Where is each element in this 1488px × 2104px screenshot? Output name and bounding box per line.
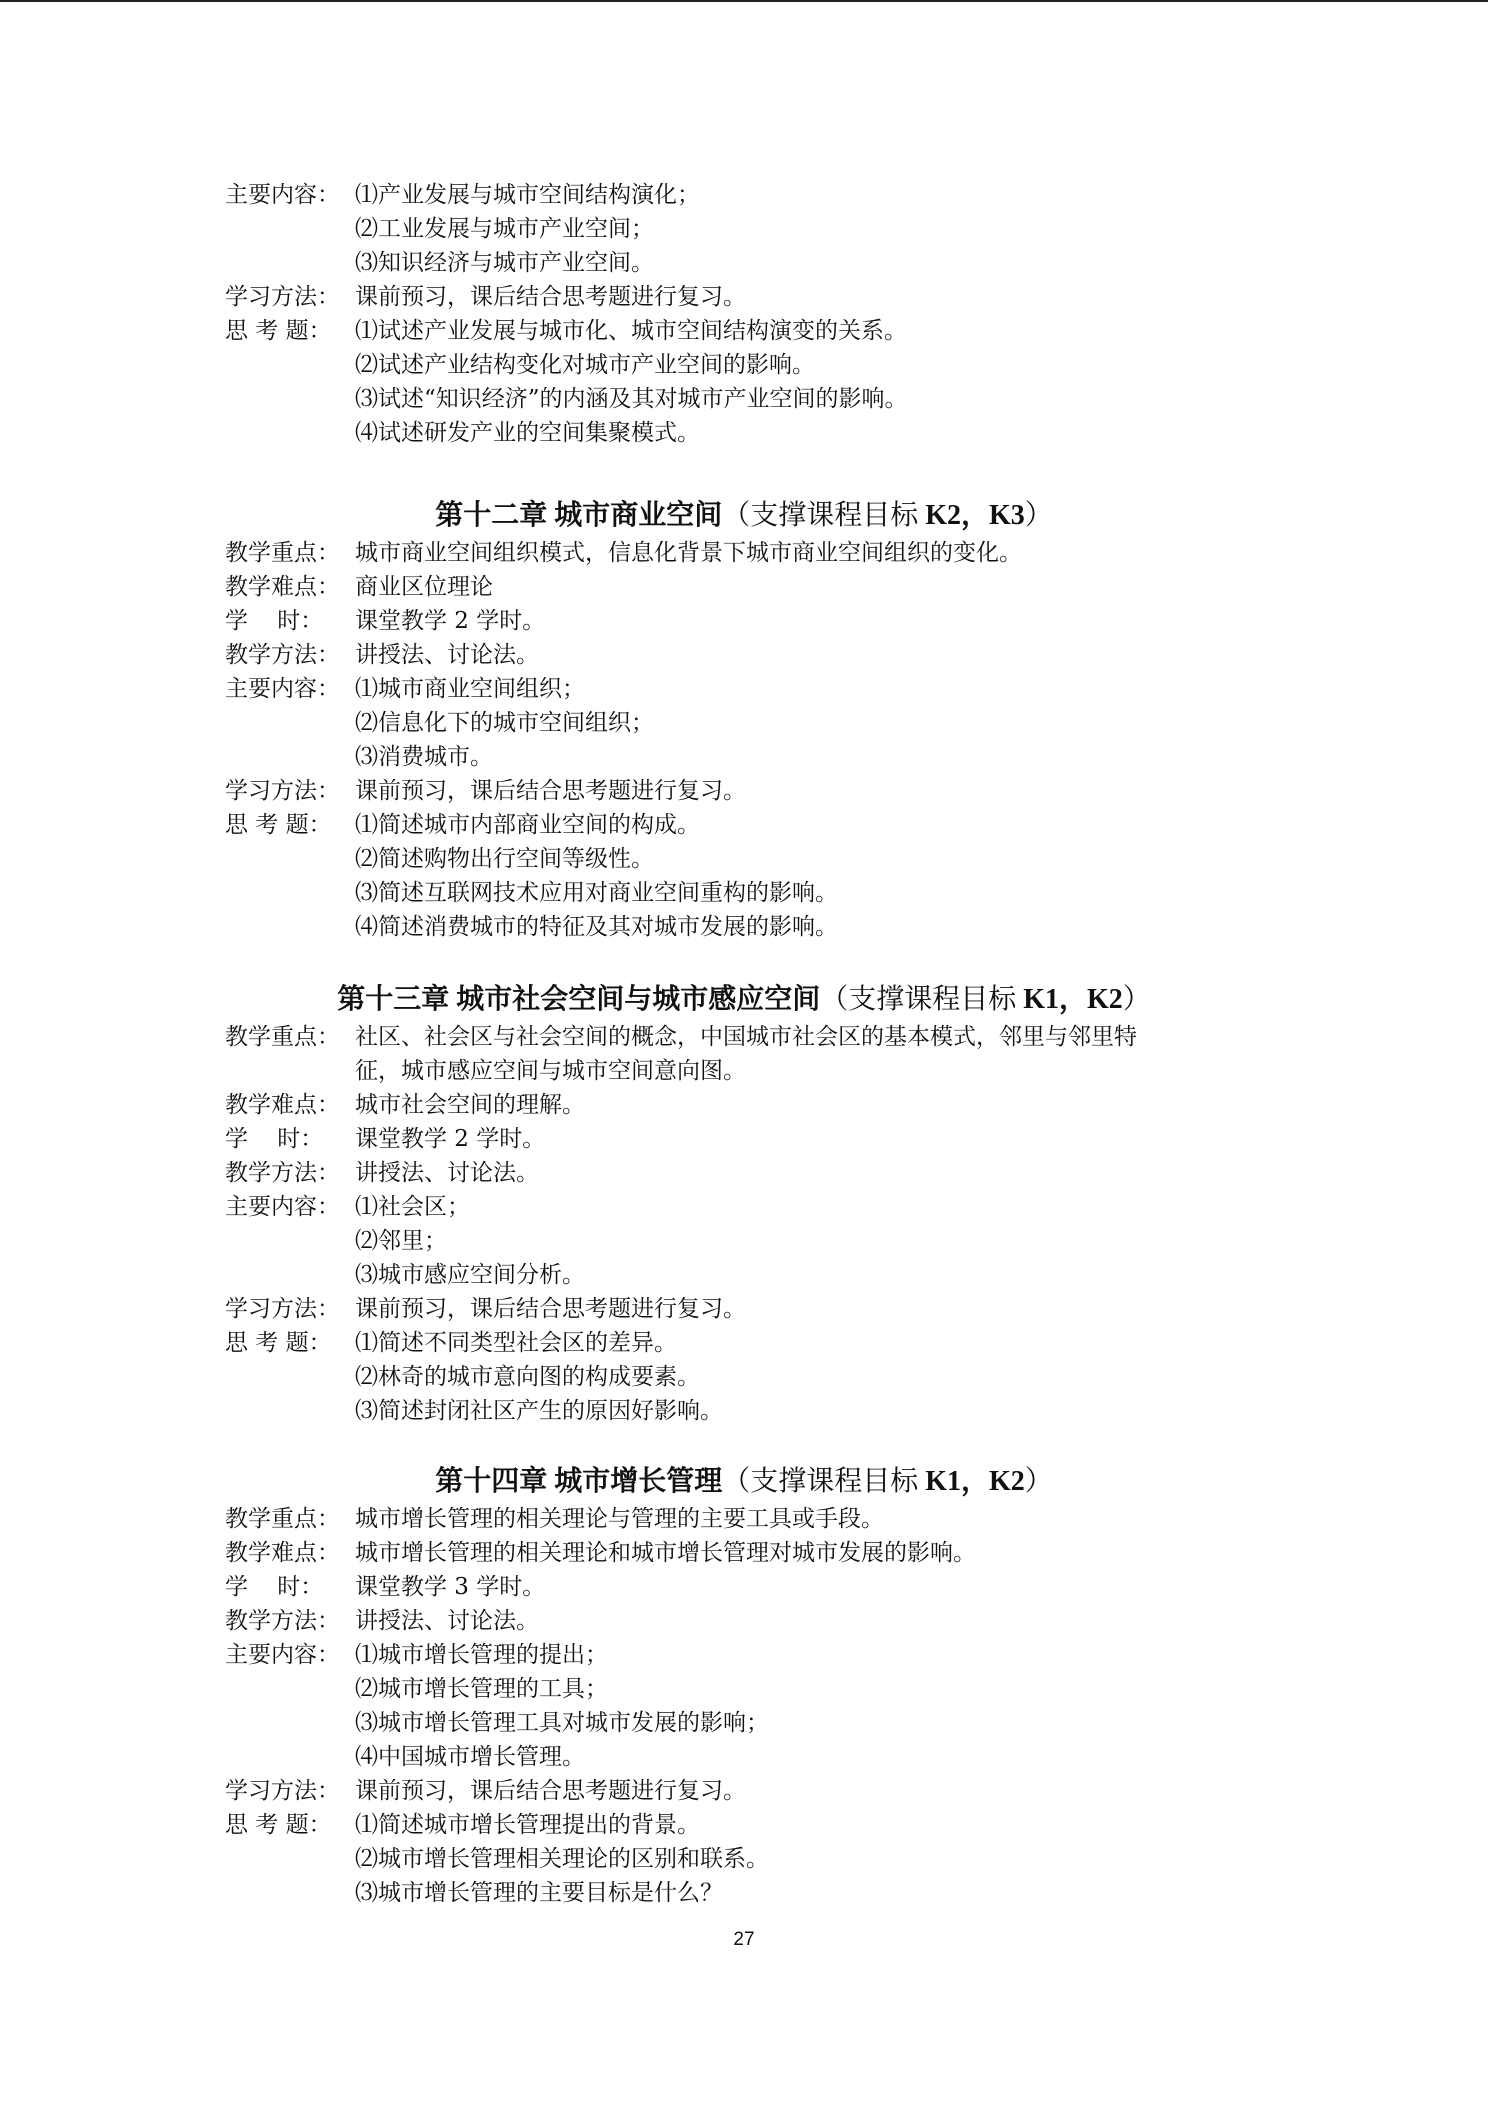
- questions-row: [225, 316, 907, 346]
- list-item: ⑴城市增长管理的提出；: [355, 1642, 608, 1668]
- hours-row: [225, 1572, 545, 1602]
- text: 城市商业空间组织模式，信息化背景下城市商业空间组织的变化。: [355, 540, 1022, 566]
- teaching-method-row: [225, 1606, 539, 1636]
- label: 教学重点：: [225, 540, 340, 566]
- questions-row: [225, 810, 700, 840]
- label: 教学方法：: [225, 1608, 340, 1634]
- label: 教学方法：: [225, 642, 340, 668]
- label: 学 时：: [225, 1126, 324, 1152]
- text: 讲授法、讨论法。: [355, 642, 539, 668]
- chapter-subtitle: （支撑课程目标: [722, 500, 926, 531]
- label: 思 考 题：: [225, 1812, 332, 1838]
- label: 教学难点：: [225, 1092, 340, 1118]
- text-continuation: 征，城市感应空间与城市空间意向图。: [355, 1058, 746, 1084]
- text: 商业区位理论: [355, 574, 493, 600]
- label: 主要内容：: [225, 676, 340, 702]
- chapter-12-heading: [0, 498, 1488, 534]
- list-item: ⑶消费城市。: [355, 744, 493, 770]
- label: 主要内容：: [225, 182, 340, 208]
- main-content-row: [225, 1640, 608, 1670]
- top-border-line: [0, 0, 1488, 2]
- list-item: ⑷中国城市增长管理。: [355, 1744, 585, 1770]
- list-item: ⑵试述产业结构变化对城市产业空间的影响。: [355, 352, 815, 378]
- text: 课堂教学 2 学时。: [355, 608, 546, 634]
- chapter-subtitle-close: ）: [1024, 500, 1053, 531]
- label: 教学重点：: [225, 1024, 340, 1050]
- label: 学习方法：: [225, 1296, 340, 1322]
- text: 课堂教学 2 学时。: [355, 1126, 546, 1152]
- text: 社区、社会区与社会空间的概念，中国城市社会区的基本模式，邻里与邻里特: [355, 1024, 1137, 1050]
- label: 思 考 题：: [225, 812, 332, 838]
- list-item: ⑵邻里；: [355, 1228, 447, 1254]
- text: 课前预习，课后结合思考题进行复习。: [355, 778, 746, 804]
- questions-row: [225, 1328, 677, 1358]
- label: 主要内容：: [225, 1642, 340, 1668]
- list-item: ⑴城市商业空间组织；: [355, 676, 585, 702]
- page-number: 27: [733, 1929, 755, 1950]
- chapter-target-tag: K2，K3: [925, 500, 1025, 531]
- text: 课前预习，课后结合思考题进行复习。: [355, 284, 746, 310]
- teaching-method-row: [225, 640, 539, 670]
- chapter-title: 第十三章 城市社会空间与城市感应空间: [337, 984, 821, 1015]
- text: 城市增长管理的相关理论与管理的主要工具或手段。: [355, 1506, 884, 1532]
- text: 讲授法、讨论法。: [355, 1160, 539, 1186]
- text: 课前预习，课后结合思考题进行复习。: [355, 1296, 746, 1322]
- list-item: ⑵城市增长管理相关理论的区别和联系。: [355, 1846, 769, 1872]
- label: 思 考 题：: [225, 318, 332, 344]
- text: 讲授法、讨论法。: [355, 1608, 539, 1634]
- list-item: ⑵简述购物出行空间等级性。: [355, 846, 654, 872]
- chapter-title: 第十四章 城市增长管理: [435, 1466, 723, 1497]
- text: 城市增长管理的相关理论和城市增长管理对城市发展的影响。: [355, 1540, 976, 1566]
- list-item: ⑴社会区；: [355, 1194, 470, 1220]
- list-item: ⑶知识经济与城市产业空间。: [355, 250, 654, 276]
- difficulty-row: [225, 1090, 585, 1120]
- label: 教学难点：: [225, 1540, 340, 1566]
- list-item: ⑴试述产业发展与城市化、城市空间结构演变的关系。: [355, 318, 907, 344]
- hours-row: [225, 606, 545, 636]
- list-item: ⑶简述封闭社区产生的原因好影响。: [355, 1398, 723, 1424]
- study-method-row: [225, 1776, 746, 1806]
- list-item: ⑶城市增长管理的主要目标是什么？: [355, 1880, 723, 1906]
- label: 教学重点：: [225, 1506, 340, 1532]
- main-content-row: [225, 180, 700, 210]
- list-item: ⑶城市感应空间分析。: [355, 1262, 585, 1288]
- label: 学习方法：: [225, 778, 340, 804]
- label: 教学难点：: [225, 574, 340, 600]
- list-item: ⑴简述城市内部商业空间的构成。: [355, 812, 700, 838]
- chapter-target-tag: K1，K2: [925, 1466, 1025, 1497]
- list-item: ⑶简述互联网技术应用对商业空间重构的影响。: [355, 880, 838, 906]
- list-item: ⑵林奇的城市意向图的构成要素。: [355, 1364, 700, 1390]
- list-item: ⑶城市增长管理工具对城市发展的影响；: [355, 1710, 769, 1736]
- teaching-method-row: [225, 1158, 539, 1188]
- difficulty-row: [225, 1538, 976, 1568]
- chapter-subtitle: （支撑课程目标: [722, 1466, 926, 1497]
- chapter-14-heading: [0, 1464, 1488, 1500]
- main-content-row: [225, 1192, 470, 1222]
- label: 学 时：: [225, 608, 324, 634]
- study-method-row: [225, 776, 746, 806]
- difficulty-row: [225, 572, 493, 602]
- chapter-title: 第十二章 城市商业空间: [435, 500, 723, 531]
- text: 课堂教学 3 学时。: [355, 1574, 546, 1600]
- chapter-target-tag: K1，K2: [1023, 984, 1123, 1015]
- label: 教学方法：: [225, 1160, 340, 1186]
- list-item: ⑵工业发展与城市产业空间；: [355, 216, 654, 242]
- list-item: ⑵信息化下的城市空间组织；: [355, 710, 654, 736]
- study-method-row: [225, 282, 746, 312]
- label: 学习方法：: [225, 284, 340, 310]
- label: 思 考 题：: [225, 1330, 332, 1356]
- list-item: ⑶试述“知识经济”的内涵及其对城市产业空间的影响。: [355, 386, 908, 412]
- list-item: ⑵城市增长管理的工具；: [355, 1676, 608, 1702]
- list-item: ⑴简述城市增长管理提出的背景。: [355, 1812, 700, 1838]
- main-content-row: [225, 674, 585, 704]
- list-item: ⑴产业发展与城市空间结构演化；: [355, 182, 700, 208]
- label: 学 时：: [225, 1574, 324, 1600]
- key-points-row: [225, 538, 1022, 568]
- questions-row: [225, 1810, 700, 1840]
- text: 城市社会空间的理解。: [355, 1092, 585, 1118]
- hours-row: [225, 1124, 545, 1154]
- chapter-subtitle-close: ）: [1122, 984, 1151, 1015]
- study-method-row: [225, 1294, 746, 1324]
- key-points-row: [225, 1022, 1137, 1052]
- list-item: ⑷试述研发产业的空间集聚模式。: [355, 420, 700, 446]
- text: 课前预习，课后结合思考题进行复习。: [355, 1778, 746, 1804]
- list-item: ⑷简述消费城市的特征及其对城市发展的影响。: [355, 914, 838, 940]
- label: 学习方法：: [225, 1778, 340, 1804]
- list-item: ⑴简述不同类型社会区的差异。: [355, 1330, 677, 1356]
- label: 主要内容：: [225, 1194, 340, 1220]
- chapter-13-heading: [0, 982, 1488, 1018]
- key-points-row: [225, 1504, 884, 1534]
- chapter-subtitle-close: ）: [1024, 1466, 1053, 1497]
- chapter-subtitle: （支撑课程目标: [820, 984, 1024, 1015]
